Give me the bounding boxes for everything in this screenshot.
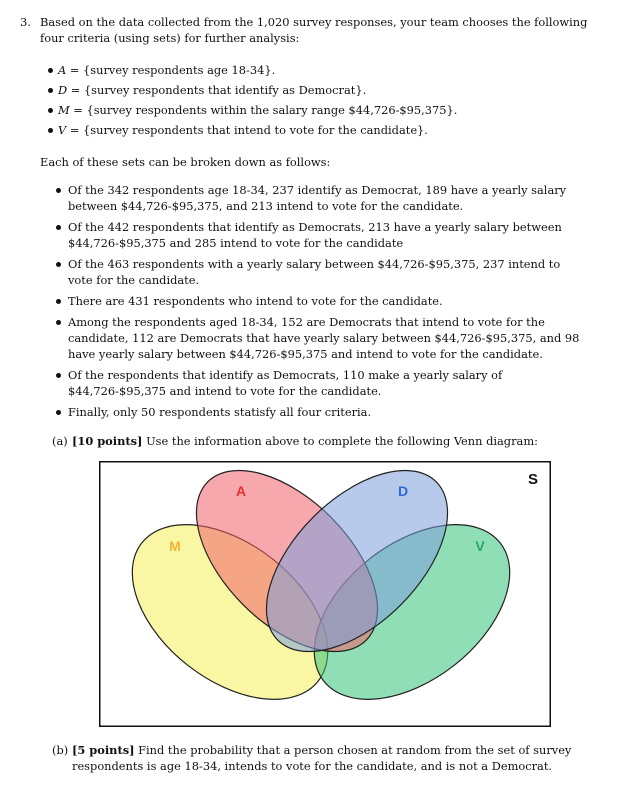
- fact-item: [68, 404, 582, 420]
- bullet-icon: [48, 128, 53, 133]
- fact-text: Finally, only 50 respondents statisfy all four criteria.: [68, 405, 372, 419]
- bullet-icon: [48, 68, 53, 73]
- fact-text: Of the 442 respondents that identify as Democrats, 213 have a yearly salary between $44,726-$95,375 and 285 intend to vote for the candidate: [68, 220, 562, 250]
- set-symbol: V: [58, 123, 67, 137]
- part-b-label: (b): [52, 743, 69, 757]
- fact-item: [68, 367, 582, 399]
- bullet-icon: [56, 320, 61, 325]
- set-v-label: V: [475, 538, 485, 554]
- set-description: {survey respondents within the salary range $44,726-$95,375}.: [86, 103, 458, 117]
- set-definition-item: [58, 82, 598, 102]
- bullet-icon: [56, 373, 61, 378]
- set-symbol: A: [58, 63, 67, 77]
- part-b-points: [5 points]: [72, 743, 135, 757]
- set-a-label: A: [235, 483, 247, 499]
- bullet-icon: [56, 225, 61, 230]
- breakdown-intro: Each of these sets can be broken down as follows:: [40, 155, 331, 169]
- set-definition-item: [58, 102, 598, 122]
- fact-list: [68, 182, 582, 425]
- bullet-icon: [56, 262, 61, 267]
- bullet-icon: [56, 188, 61, 193]
- fact-item: [68, 182, 582, 214]
- bullet-icon: [48, 88, 53, 93]
- fact-text: Of the 342 respondents age 18-34, 237 identify as Democrat, 189 have a yearly salary between $44,726-$95,375, and 213 intend to vote for the candidate.: [68, 183, 567, 213]
- set-definition-item: [58, 122, 598, 142]
- equals-sign: =: [69, 103, 87, 117]
- question-intro: Based on the data collected from the 1,020 survey responses, your team chooses the following four criteria (using sets) for further analysis:: [40, 15, 588, 45]
- equals-sign: =: [67, 83, 84, 97]
- part-b-text: Find the probability that a person chosen at random from the set of survey respondents is age 18-34, intends to vote for the candidate, and is not a Democrat.: [72, 743, 572, 773]
- fact-text: Of the 463 respondents with a yearly salary between $44,726-$95,375, 237 intend to vote for the candidate.: [68, 257, 561, 287]
- part-b-prompt: [72, 742, 588, 774]
- bullet-icon: [56, 410, 61, 415]
- bullet-icon: [56, 299, 61, 304]
- fact-item: [68, 219, 582, 251]
- venn-diagram: [99, 461, 551, 727]
- bullet-icon: [48, 108, 53, 113]
- fact-item: [68, 256, 582, 288]
- fact-item: [68, 314, 582, 362]
- equals-sign: =: [66, 63, 84, 77]
- set-symbol: D: [58, 83, 68, 97]
- set-definition-item: [58, 62, 598, 82]
- fact-text: Among the respondents aged 18-34, 152 are Democrats that intend to vote for the candidate, 112 are Democrats that have yearly salary between $44,726-$95,375, and 98 have yearly salary between $44,726-$95,375 and intend to vote for the candidate.: [68, 315, 580, 361]
- part-a-text: Use the information above to complete the following Venn diagram:: [142, 434, 538, 448]
- part-a-points: [10 points]: [72, 434, 143, 448]
- fact-text: Of the respondents that identify as Democrats, 110 make a yearly salary of $44,726-$95,375 and intend to vote for the candidate.: [68, 368, 503, 398]
- set-d-label: D: [397, 483, 409, 499]
- fact-text: There are 431 respondents who intend to vote for the candidate.: [68, 294, 443, 308]
- part-a-prompt: [72, 433, 588, 449]
- part-a-label: (a): [52, 434, 68, 448]
- set-description: {survey respondents that intend to vote for the candidate}.: [83, 123, 428, 137]
- universe-label: S: [527, 471, 539, 488]
- venn-svg: [99, 461, 551, 727]
- set-description: {survey respondents age 18-34}.: [83, 63, 276, 77]
- set-definitions: [58, 62, 598, 142]
- set-description: {survey respondents that identify as Democrat}.: [83, 83, 367, 97]
- question-number: 3.: [20, 15, 31, 29]
- fact-item: [68, 293, 582, 309]
- equals-sign: =: [66, 123, 84, 137]
- set-m-label: M: [169, 538, 181, 554]
- set-symbol: M: [58, 103, 70, 117]
